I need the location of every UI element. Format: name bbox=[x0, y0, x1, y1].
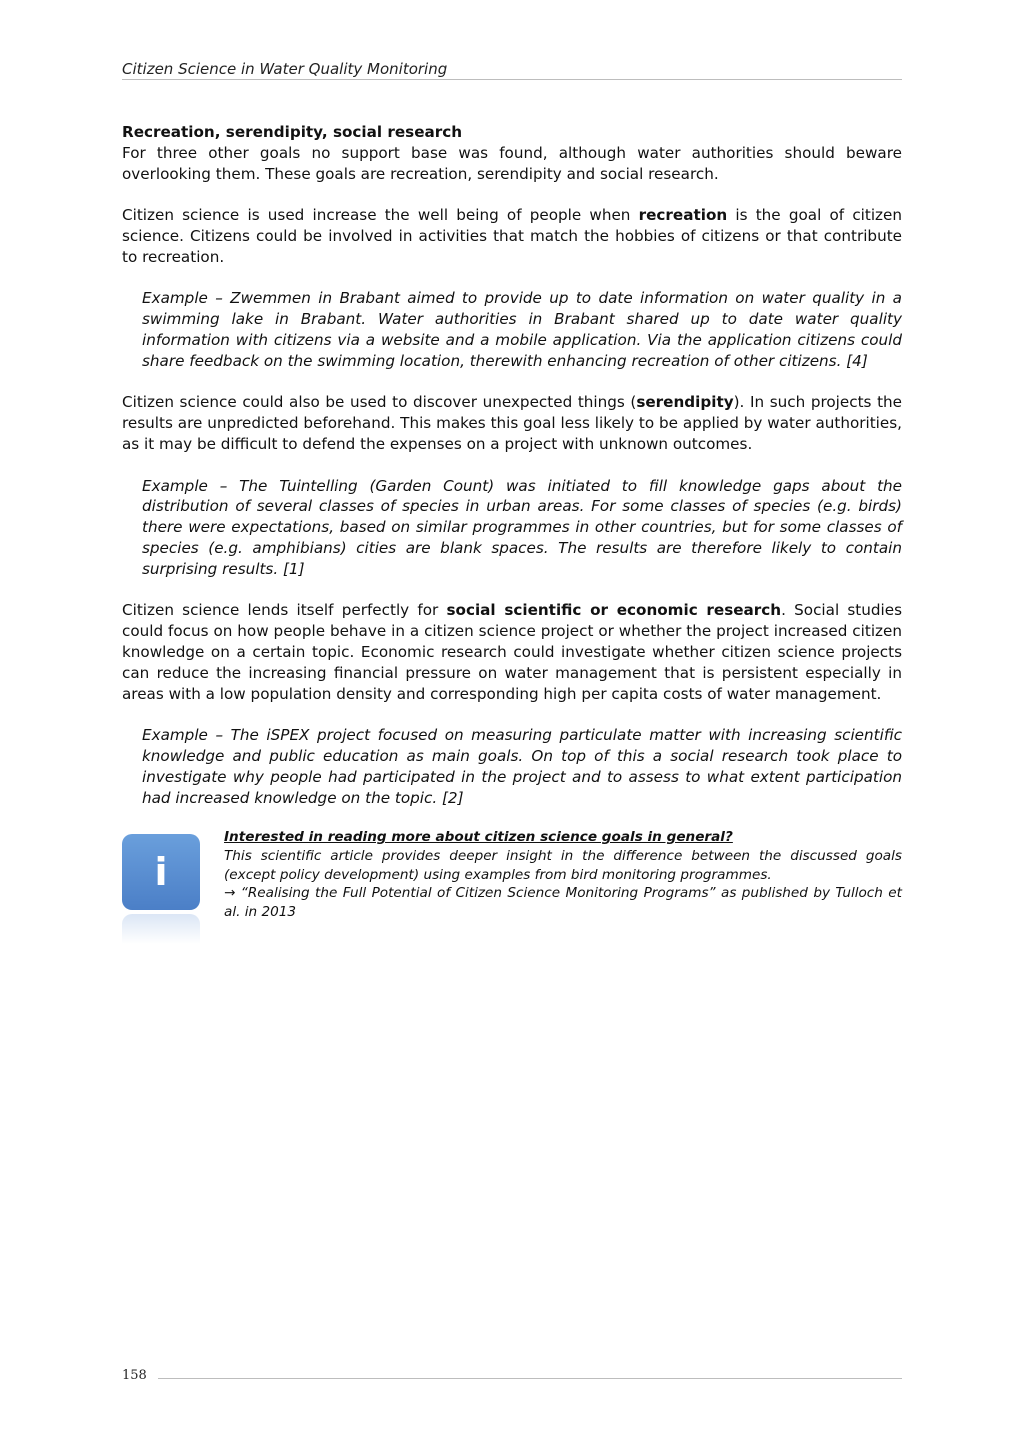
info-icon: i bbox=[122, 834, 200, 910]
info-title: Interested in reading more about citizen science goals in general? bbox=[224, 829, 733, 845]
paragraph-text: . Social studies could focus on how people behave in a citizen science project or whether the project increased citizen knowledge on a certain topic. Economic research could investigate whether citizen science projects can reduce the increasing financial pressure on water management that is persistent especially in areas with a low population density and corresponding high per capita costs of water management. bbox=[122, 601, 903, 703]
paragraph-text: Citizen science is used increase the well being of people when bbox=[122, 206, 639, 225]
info-body: This scientific article provides deeper insight in the difference between the discussed goals (except policy development) using examples from bird monitoring programmes. bbox=[224, 847, 902, 883]
page-footer bbox=[122, 1368, 902, 1388]
reference-link[interactable]: “Realising the Full Potential of Citizen Science Monitoring Programs” as published by Tulloch et al. in 2013 bbox=[224, 885, 902, 921]
section-heading: Recreation, serendipity, social research bbox=[122, 123, 463, 141]
paragraph-text: Citizen science lends itself perfectly for bbox=[122, 601, 447, 620]
paragraph-serendipity bbox=[122, 392, 902, 454]
info-box bbox=[122, 828, 902, 958]
term-recreation: recreation bbox=[638, 206, 728, 225]
arrow-icon: → bbox=[224, 885, 236, 902]
running-header: Citizen Science in Water Quality Monitoring bbox=[122, 60, 902, 80]
example-zwemmen: Example – Zwemmen in Brabant aimed to provide up to date information on water quality in a swimming lake in Brabant. Water authorities in Brabant shared up to date water quality information with citizens via a website and a mobile application. Via the application citizens could share feedback on the swimming location, therewith enhancing recreation of other citizens. [4] bbox=[142, 289, 902, 370]
paragraph-social-research bbox=[122, 600, 902, 704]
example-ispex: Example – The iSPEX project focused on measuring particulate matter with increasing scientific knowledge and public education as main goals. On top of this a social research took place to investigate why people had participated in the project and to assess to what extent participation had increased knowledge on the topic. [2] bbox=[142, 726, 902, 807]
term-social-research: social scientific or economic research bbox=[446, 601, 782, 620]
intro-text: For three other goals no support base was found, although water authorities should beware overlooking them. These goals are recreation, serendipity and social research. bbox=[122, 143, 902, 183]
paragraph-recreation bbox=[122, 205, 902, 267]
main-content bbox=[122, 122, 902, 829]
section-intro bbox=[122, 122, 902, 184]
example-tuintelling: Example – The Tuintelling (Garden Count) was initiated to fill knowledge gaps about the distribution of several classes of species in urban areas. For some classes of species (e.g. birds) there were expectations, based on similar programmes in other countries, but for some classes of species (e.g. amphibians) cities are blank spaces. The results are therefore likely to contain surprising results. [1] bbox=[142, 476, 902, 578]
info-icon-reflection bbox=[122, 914, 200, 944]
paragraph-text: ). In such projects the results are unpredicted beforehand. This makes this goal less likely to be applied by water authorities, as it may be difficult to defend the expenses on a project with unknown outcomes. bbox=[122, 393, 902, 453]
footer-divider bbox=[158, 1378, 902, 1379]
term-serendipity: serendipity bbox=[636, 393, 734, 412]
paragraph-text: Citizen science could also be used to discover unexpected things ( bbox=[122, 393, 637, 412]
paragraph-text: is the goal of citizen science. Citizens could be involved in activities that match the hobbies of citizens or that contribute to recreation. bbox=[122, 206, 903, 266]
page-number: 158 bbox=[122, 1368, 147, 1383]
info-text bbox=[224, 828, 902, 922]
info-icon-container bbox=[122, 834, 200, 954]
